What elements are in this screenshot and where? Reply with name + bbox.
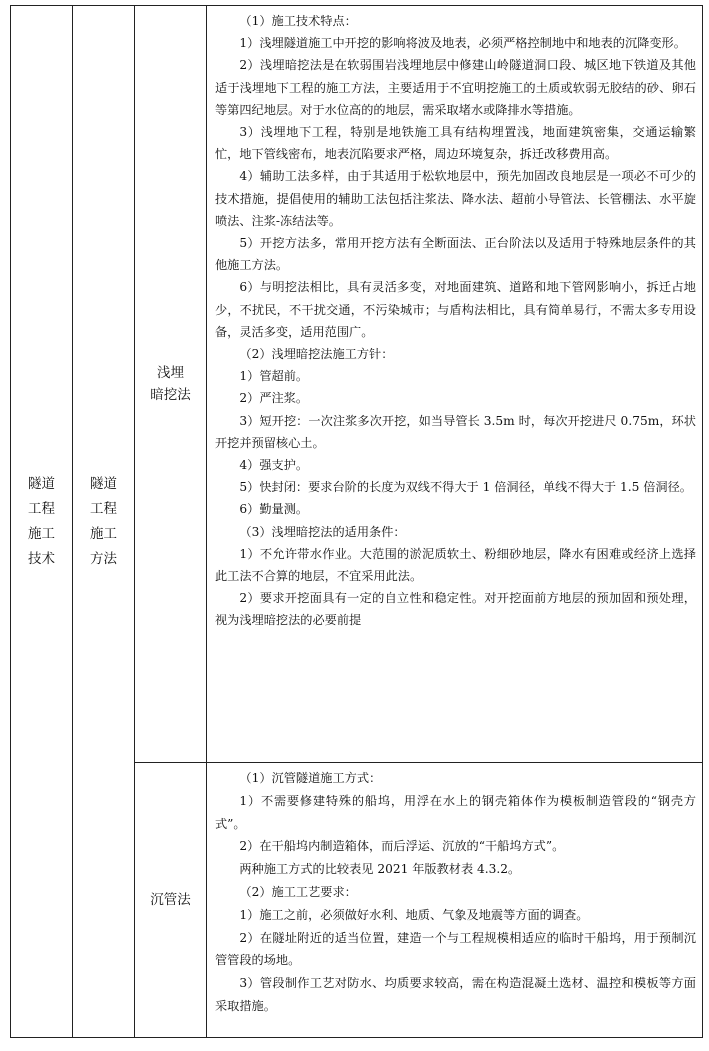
paragraph: 2）严注浆。 xyxy=(239,391,309,406)
paragraph: 1）管超前。 xyxy=(239,369,309,384)
category-line: 施工 xyxy=(28,525,55,542)
paragraph: （2）施工工艺要求： xyxy=(239,884,357,899)
method-cell-immersed xyxy=(135,763,207,1038)
paragraph: 两种施工方式的比较表见 2021 年版教材表 4.3.2。 xyxy=(239,862,521,877)
paragraph: 3）浅埋地下工程，特别是地铁施工具有结构埋置浅，地面建筑密集，交通运输繁忙，地下管线密布，地表沉陷要求严格，周边环境复杂，拆迁改移费用高。 xyxy=(215,125,696,162)
category-cell xyxy=(11,6,73,1038)
paragraph: 1）施工之前，必须做好水利、地质、气象及地震等方面的调查。 xyxy=(239,907,589,922)
paragraph: （3）浅埋暗挖法的适用条件： xyxy=(239,524,406,539)
paragraph: 6）勤量测。 xyxy=(239,502,309,517)
paragraph: 5）快封闭：要求台阶的长度为双线不得大于 1 倍洞径，单线不得大于 1.5 倍洞径。 xyxy=(239,480,692,495)
paragraph: 3）管段制作工艺对防水、均质要求较高，需在构造混凝土选材、温控和模板等方面采取措施。 xyxy=(215,976,696,1013)
category-line: 工程 xyxy=(28,500,55,517)
category-line: 技术 xyxy=(28,550,55,567)
paragraph: 2）在隧址附近的适当位置，建造一个与工程规模相适应的临时干船坞，用于预制沉管管段的场地。 xyxy=(215,930,696,968)
subcategory-line: 施工 xyxy=(90,525,117,542)
method-name-line: 暗挖法 xyxy=(150,387,191,403)
paragraph: 6）与明挖法相比，具有灵活多变，对地面建筑、道路和地下管网影响小，拆迁占地少，不扰民，不干扰交通，不污染城市；与盾构法相比，具有简单易行，不需太多专用设备，灵活多变，适用范围广。 xyxy=(215,280,696,339)
paragraph: 2）浅埋暗挖法是在软弱围岩浅埋地层中修建山岭隧道洞口段、城区地下铁道及其他适于浅埋地下工程的施工方法，主要适用于不宜明挖施工的土质或软弱无胶结的砂、卵石等第四纪地层。对于水位高的的地层，需采取堵水或降排水等措施。 xyxy=(215,58,696,117)
paragraph: 5）开挖方法多，常用开挖方法有全断面法、正台阶法以及适用于特殊地层条件的其他施工方法。 xyxy=(215,236,696,273)
paragraph: 1）不需要修建特殊的船坞，用浮在水上的钢壳箱体作为模板制造管段的“钢壳方式”。 xyxy=(215,793,696,831)
table-row-shallow-tunnel xyxy=(11,6,703,763)
paragraph: 2）要求开挖面具有一定的自立性和稳定性。对开挖面前方地层的预加固和预处理，视为浅埋暗挖法的必要前提 xyxy=(215,591,696,628)
category-line: 隧道 xyxy=(28,475,55,492)
paragraph: 2）在干船坞内制造箱体，而后浮运、沉放的“干船坞方式”。 xyxy=(239,839,565,854)
paragraph: （2）浅埋暗挖法施工方针： xyxy=(239,347,394,362)
paragraph: 1）不允许带水作业。大范围的淤泥质软土、粉细砂地层，降水有困难或经济上选择此工法不合算的地层，不宜采用此法。 xyxy=(215,546,696,584)
paragraph: 4）强支护。 xyxy=(239,458,309,473)
paragraph: 1）浅埋隧道施工中开挖的影响将波及地表，必须严格控制地中和地表的沉降变形。 xyxy=(239,36,686,51)
content-cell-immersed xyxy=(207,763,703,1038)
subcategory-line: 隧道 xyxy=(90,475,117,492)
construction-method-table xyxy=(10,5,703,1038)
paragraph: 4）辅助工法多样，由于其适用于松软地层中，预先加固改良地层是一项必不可少的技术措施，提倡使用的辅助工法包括注浆法、降水法、超前小导管法、长管棚法、水平旋喷法、注浆-冻结法等。 xyxy=(215,169,696,228)
subcategory-line: 工程 xyxy=(90,500,117,517)
paragraph: 3）短开挖：一次注浆多次开挖，如当导管长 3.5m 时，每次开挖进尺 0.75m，环状开挖并预留核心土。 xyxy=(215,413,696,450)
subcategory-line: 方法 xyxy=(90,550,117,567)
paragraph: （1）沉管隧道施工方式： xyxy=(239,771,382,785)
paragraph: （1）施工技术特点： xyxy=(239,14,357,28)
subcategory-cell xyxy=(73,6,135,1038)
content-cell-shallow xyxy=(207,6,703,763)
method-name-line: 浅埋 xyxy=(157,365,184,381)
method-name-line: 沉管法 xyxy=(150,892,191,908)
method-cell-shallow xyxy=(135,6,207,763)
